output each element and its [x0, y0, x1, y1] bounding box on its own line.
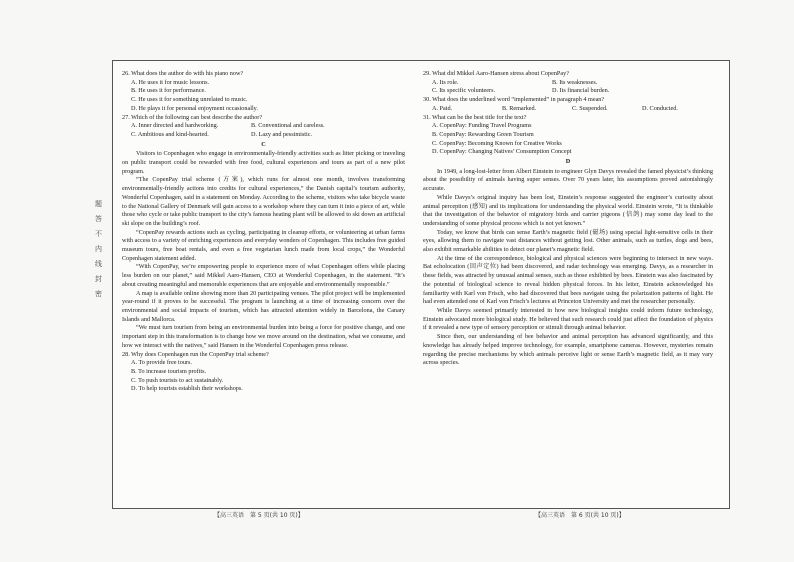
passage-d-paragraph: In 1949, a long-lost-letter from Albert Einstein to engineer Glyn Davys revealed the famed physicist’s thinking about the possibility of animals having super senses. Over 70 years later, his assumptions proved astonishingly accurate. — [423, 167, 713, 193]
q28-option: C. To push tourists to act sustainably. — [131, 376, 224, 384]
q27-options-row — [131, 131, 405, 140]
q29-options-row — [432, 79, 713, 88]
q31-option: C. CopenPay: Becoming Known for Creative Works — [432, 139, 562, 147]
q30-option: D. Conducted. — [642, 104, 678, 112]
question-30: 30. What does the underlined word “implemented” in paragraph 4 mean? — [423, 96, 605, 104]
passage-c-paragraph: “CopenPay rewards actions such as cycling, participating in cleanup efforts, or volunteering at urban farms with access to a variety of enriching experiences and everyday wonders of Copenhagen. This includes free guided museum tours, free boat rentals, and even a free vegetarian lunch made from local crops,” the Wonderful Copenhagen statement added. — [122, 228, 405, 262]
seal-char: 密 — [94, 290, 103, 297]
passage-d-paragraph: Today, we know that birds can sense Earth’s magnetic field (磁场) using special light-sensitive cells in their eyes, allowing them to navigate vast distances without getting lost. Other animals, such as turtles, dogs and bees, also exhibit remarkable abilities to detect our planet’s magnetic field. — [423, 228, 713, 254]
q27-options-row — [131, 122, 405, 131]
passage-d-paragraph: At the time of the correspondence, biological and physical sciences were beginning to intersect in new ways. Bat echolocation (回声定位) had been discovered, and radar technology was emerging. Davys, as a researcher in these fields, was attracted by unusual animal senses, such as those exhibited by bees. Einstein was also fascinated by the potential of biological science to reveal hidden physical forces. In his letter, Einstein acknowledged his familiarity with Karl von Frisch, who had discovered that bees navigate using the polarization patterns of light. He had even attended one of Karl von Frisch’s lectures at Princeton University and met the researcher personally. — [423, 254, 713, 306]
passage-d-paragraph: While Davys seemed primarily interested in how new biological insights could inform future technology, Einstein advocated more biological study. He believed that such research could just affect the foundation of physics if it revealed a new type of sensory perception or stimuli through animal behavior. — [423, 306, 713, 332]
q30-options-row — [432, 105, 713, 114]
q30-option: B. Remarked. — [502, 104, 537, 112]
section-heading-c: C — [261, 140, 266, 148]
passage-d-paragraph: While Davys’s original inquiry has been lost, Einstein’s response suggested the engineer’s curiosity about animal perception (感知) and its implications for understanding the physical world. Einstein wrote, “It is thinkable that the investigation of the behavior of migratory birds and carrier pigeons (信鸽) may some day lead to the understanding of some physical process which is not yet known.” — [423, 193, 713, 227]
q31-option: B. CopenPay: Rewarding Green Tourism — [432, 130, 534, 138]
q30-option: A. Paid. — [432, 104, 453, 112]
passage-c-paragraph: Visitors to Copenhagen who engage in environmentally-friendly activities such as litter picking or traveling on public transport could be rewarded with free food, cultural experiences and tours as part of a new pilot program. — [122, 150, 405, 175]
passage-c-paragraph: A map is available online showing more than 20 participating venues. The pilot project will be implemented year-round if it proves to be successful. The program is launching at a time of increasing concern over the environmental and social impacts of tourism, which has attracted attention widely in Barcelona, the Canary Islands and Mallorca. — [122, 289, 405, 323]
q26-option: D. He plays it for personal enjoyment occasionally. — [131, 104, 258, 112]
passage-c-paragraph: “The CopenPay trial scheme (方案), which runs for almost one month, involves transforming environmentally-friendly actions into credits for cultural experiences,” the Danish capital’s tourism authority, Wonderful Copenhagen, said in a statement on Monday. According to the scheme, visitors who take bicycle waste to the National Gallery of Denmark will gain access to a workshop where they can turn it into a piece of art, while those who cycle or take public transport to the city’s famous heating plant will be allowed to ski down an artificial ski slope on the building’s roof. — [122, 176, 405, 227]
q28-option: A. To provide free tours. — [131, 359, 192, 367]
seal-char: 不 — [94, 230, 103, 237]
question-26: 26. What does the author do with his piano now? — [122, 70, 244, 77]
q29-option: B. Its weaknesses. — [552, 78, 598, 86]
q27-option: C. Ambitious and kind-hearted. — [131, 130, 209, 138]
q26-option: A. He uses it for music lessons. — [131, 78, 210, 86]
passage-d-paragraph: Since then, our understanding of bee behavior and animal perception has advanced significantly, and this knowledge has already helped improve technology, for example, smartphone cameras. However, mysteries remain regarding the precise mechanisms by which animals perceive light or sense Earth’s magnetic field, as it may vary across species. — [423, 333, 713, 367]
q29-option: C. Its specific volunteers. — [432, 87, 496, 95]
seal-char: 题 — [94, 200, 103, 207]
seal-line-label — [91, 200, 105, 297]
q28-option: B. To increase tourism profits. — [131, 367, 207, 375]
left-column — [122, 70, 405, 394]
q29-option: D. Its financial burden. — [552, 87, 610, 95]
q26-option: B. He uses it for performance. — [131, 87, 206, 95]
q28-option: D. To help tourists establish their workshops. — [131, 385, 243, 393]
passage-c-paragraph: “We must turn tourism from being an environmental burden into being a force for positive change, and one important step in this transformation is to change how we move around on the destination, what we consume, and how we interact with the natives,” said Hansen in the Wonderful Copenhagen press release. — [122, 324, 405, 349]
question-29: 29. What did Mikkel Aaro-Hansen stress about CopenPay? — [423, 70, 569, 77]
q30-option: C. Suspended. — [572, 104, 608, 112]
right-column — [423, 70, 713, 368]
q29-option: A. Its role. — [432, 78, 459, 86]
page-footer-right: 【高三英语 第 6 页(共 10 页)】 — [535, 512, 625, 519]
page-footer-left: 【高三英语 第 5 页(共 10 页)】 — [214, 512, 304, 519]
q31-option: A. CopenPay: Funding Travel Programs — [432, 122, 532, 130]
question-27: 27. Which of the following can best describe the author? — [122, 113, 263, 121]
seal-char: 内 — [94, 245, 103, 252]
q31-option: D. CopenPay: Changing Natives’ Consumption Concept — [432, 148, 572, 156]
q27-option: A. Inner directed and hardworking. — [131, 122, 219, 130]
passage-c-paragraph: “With CopenPay, we’re empowering people to experience more of what Copenhagen offers while placing less burden on our planet,” said Mikkel Aaro-Hansen, CEO at Wonderful Copenhagen, in the statement. “It’s about creating meaningful and memorable experiences that are enjoyable and environmentally responsible.” — [122, 263, 405, 288]
q27-option: B. Conventional and careless. — [251, 122, 325, 130]
q26-option: C. He uses it for something unrelated to music. — [131, 96, 248, 104]
seal-char: 封 — [94, 275, 103, 282]
section-heading-d: D — [565, 158, 571, 166]
question-31: 31. What can be the best title for the text? — [423, 113, 527, 121]
seal-char: 线 — [94, 260, 103, 267]
q27-option: D. Lazy and pessimistic. — [251, 130, 313, 138]
q29-options-row — [432, 87, 713, 96]
seal-char: 答 — [94, 215, 103, 222]
question-28: 28. Why does Copenhagen run the CopenPay trial scheme? — [122, 350, 269, 358]
